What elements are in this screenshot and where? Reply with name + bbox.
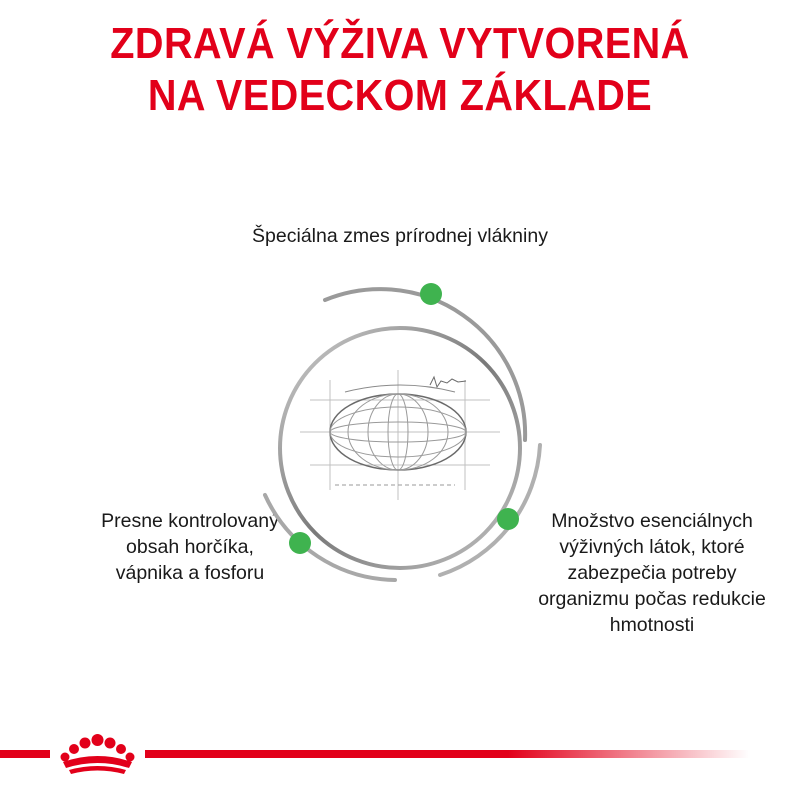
inner-ring xyxy=(280,328,520,568)
benefit-right-text: Množstvo esenciálnych výživných látok, ktoré zabezpečia potreby organizmu počas redukcie hmotnosti xyxy=(538,510,766,636)
benefit-dot-top xyxy=(420,283,442,305)
benefit-dot-right xyxy=(497,508,519,530)
footer-red-line-left xyxy=(0,750,50,758)
kibble-sketch-icon xyxy=(300,370,500,500)
royal-canin-crown-icon xyxy=(55,728,140,778)
footer-red-line-right xyxy=(145,750,750,758)
benefit-left-text: Presne kontrolovaný obsah horčíka, vápnika a fosforu xyxy=(101,510,279,584)
headline-line-1: ZDRAVÁ VÝŽIVA VYTVORENÁ xyxy=(110,19,690,68)
benefit-top-text: Špeciálna zmes prírodnej vlákniny xyxy=(252,225,548,247)
headline-line-2: NA VEDECKOM ZÁKLADE xyxy=(147,71,653,120)
outer-arc-top xyxy=(325,289,525,440)
benefit-dot-left xyxy=(289,532,311,554)
